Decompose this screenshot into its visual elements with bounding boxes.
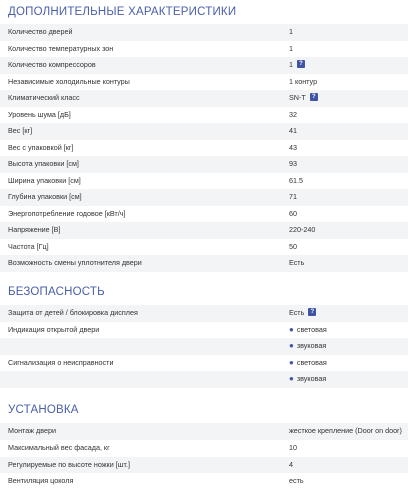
spec-value-text: световая xyxy=(296,357,327,367)
spec-label: Глубина упаковки [см] xyxy=(8,192,82,201)
spec-label: Количество температурных зон xyxy=(8,43,114,53)
spec-row xyxy=(0,440,408,457)
spec-label: Климатический класс xyxy=(8,93,80,102)
spec-row xyxy=(0,41,408,58)
spec-value-text: SN-T xyxy=(289,93,306,102)
spec-row xyxy=(0,57,408,74)
section-title-extra: ДОПОЛНИТЕЛЬНЫЕ ХАРАКТЕРИСТИКИ xyxy=(8,6,237,18)
spec-value: 1 xyxy=(289,43,293,53)
spec-value: 60 xyxy=(289,208,297,218)
spec-label: Монтаж двери xyxy=(8,426,56,435)
spec-value: есть xyxy=(289,476,304,485)
spec-value: 93 xyxy=(289,159,297,168)
spec-value xyxy=(289,325,327,334)
spec-row xyxy=(0,322,408,339)
spec-row xyxy=(0,90,408,107)
spec-row xyxy=(0,123,408,140)
spec-value: жесткое крепление (Door on door) xyxy=(289,426,402,435)
spec-label: Энергопотребление годовое [кВт/ч] xyxy=(8,208,126,218)
spec-row xyxy=(0,222,408,239)
spec-value: 61.5 xyxy=(289,175,303,185)
spec-label: Количество компрессоров xyxy=(8,60,96,69)
spec-value-text: 1 xyxy=(289,60,293,69)
spec-label: Защита от детей / блокировка дисплея xyxy=(8,308,138,317)
spec-row xyxy=(0,473,408,490)
bullet-icon: ● xyxy=(289,324,294,334)
spec-label: Вентиляция цоколя xyxy=(8,476,74,485)
spec-row xyxy=(0,74,408,91)
spec-row xyxy=(0,140,408,157)
spec-row xyxy=(0,239,408,256)
spec-value xyxy=(289,308,316,317)
spec-row xyxy=(0,24,408,41)
spec-row xyxy=(0,305,408,322)
spec-row xyxy=(0,355,408,372)
bullet-icon: ● xyxy=(289,341,294,350)
spec-label: Частота [Гц] xyxy=(8,241,49,251)
spec-label: Напряжение [В] xyxy=(8,225,61,234)
help-icon[interactable]: ? xyxy=(310,93,318,101)
spec-value xyxy=(289,93,318,102)
spec-value: 32 xyxy=(289,109,297,119)
spec-row xyxy=(0,173,408,190)
spec-label: Независимые холодильные контуры xyxy=(8,76,130,86)
spec-label: Вес с упаковкой [кг] xyxy=(8,142,74,152)
spec-value xyxy=(289,60,305,69)
spec-value-text: Есть xyxy=(289,308,305,317)
spec-label: Возможность смены уплотнителя двери xyxy=(8,258,142,267)
spec-label: Ширина упаковки [см] xyxy=(8,175,81,185)
spec-value-text: звуковая xyxy=(296,341,327,350)
spec-label: Максимальный вес фасада, кг xyxy=(8,443,110,452)
bullet-icon: ● xyxy=(289,357,294,367)
spec-label: Индикация открытой двери xyxy=(8,324,100,334)
spec-value: 10 xyxy=(289,443,297,452)
spec-row xyxy=(0,371,408,388)
spec-row xyxy=(0,189,408,206)
spec-value: 1 контур xyxy=(289,76,318,86)
spec-row xyxy=(0,255,408,272)
spec-row xyxy=(0,107,408,124)
spec-value-text: световая xyxy=(296,324,327,334)
spec-value: Есть xyxy=(289,258,305,267)
spec-value: 220-240 xyxy=(289,225,316,234)
spec-value: 71 xyxy=(289,192,297,201)
spec-value xyxy=(289,358,327,367)
spec-value: 1 xyxy=(289,27,293,36)
spec-row xyxy=(0,338,408,355)
help-icon[interactable]: ? xyxy=(308,308,316,316)
section-title-install: УСТАНОВКА xyxy=(8,404,79,416)
bullet-icon: ● xyxy=(289,374,294,383)
spec-row xyxy=(0,206,408,223)
spec-label: Высота упаковки [см] xyxy=(8,159,79,168)
spec-row xyxy=(0,156,408,173)
spec-value: 41 xyxy=(289,126,297,135)
section-title-safety: БЕЗОПАСНОСТЬ xyxy=(8,286,105,298)
spec-value xyxy=(289,374,326,383)
spec-label: Вес [кг] xyxy=(8,126,33,135)
spec-label: Регулируемые по высоте ножки [шт.] xyxy=(8,459,130,469)
spec-label: Количество дверей xyxy=(8,27,73,36)
help-icon[interactable]: ? xyxy=(297,60,305,68)
spec-value-text: звуковая xyxy=(296,374,327,383)
spec-label: Уровень шума [дБ] xyxy=(8,109,71,119)
spec-value: 43 xyxy=(289,142,297,152)
spec-row xyxy=(0,457,408,474)
spec-value xyxy=(289,341,326,350)
spec-label: Сигнализация о неисправности xyxy=(8,357,114,367)
spec-value: 50 xyxy=(289,241,297,251)
spec-value: 4 xyxy=(289,459,293,469)
spec-row xyxy=(0,423,408,440)
